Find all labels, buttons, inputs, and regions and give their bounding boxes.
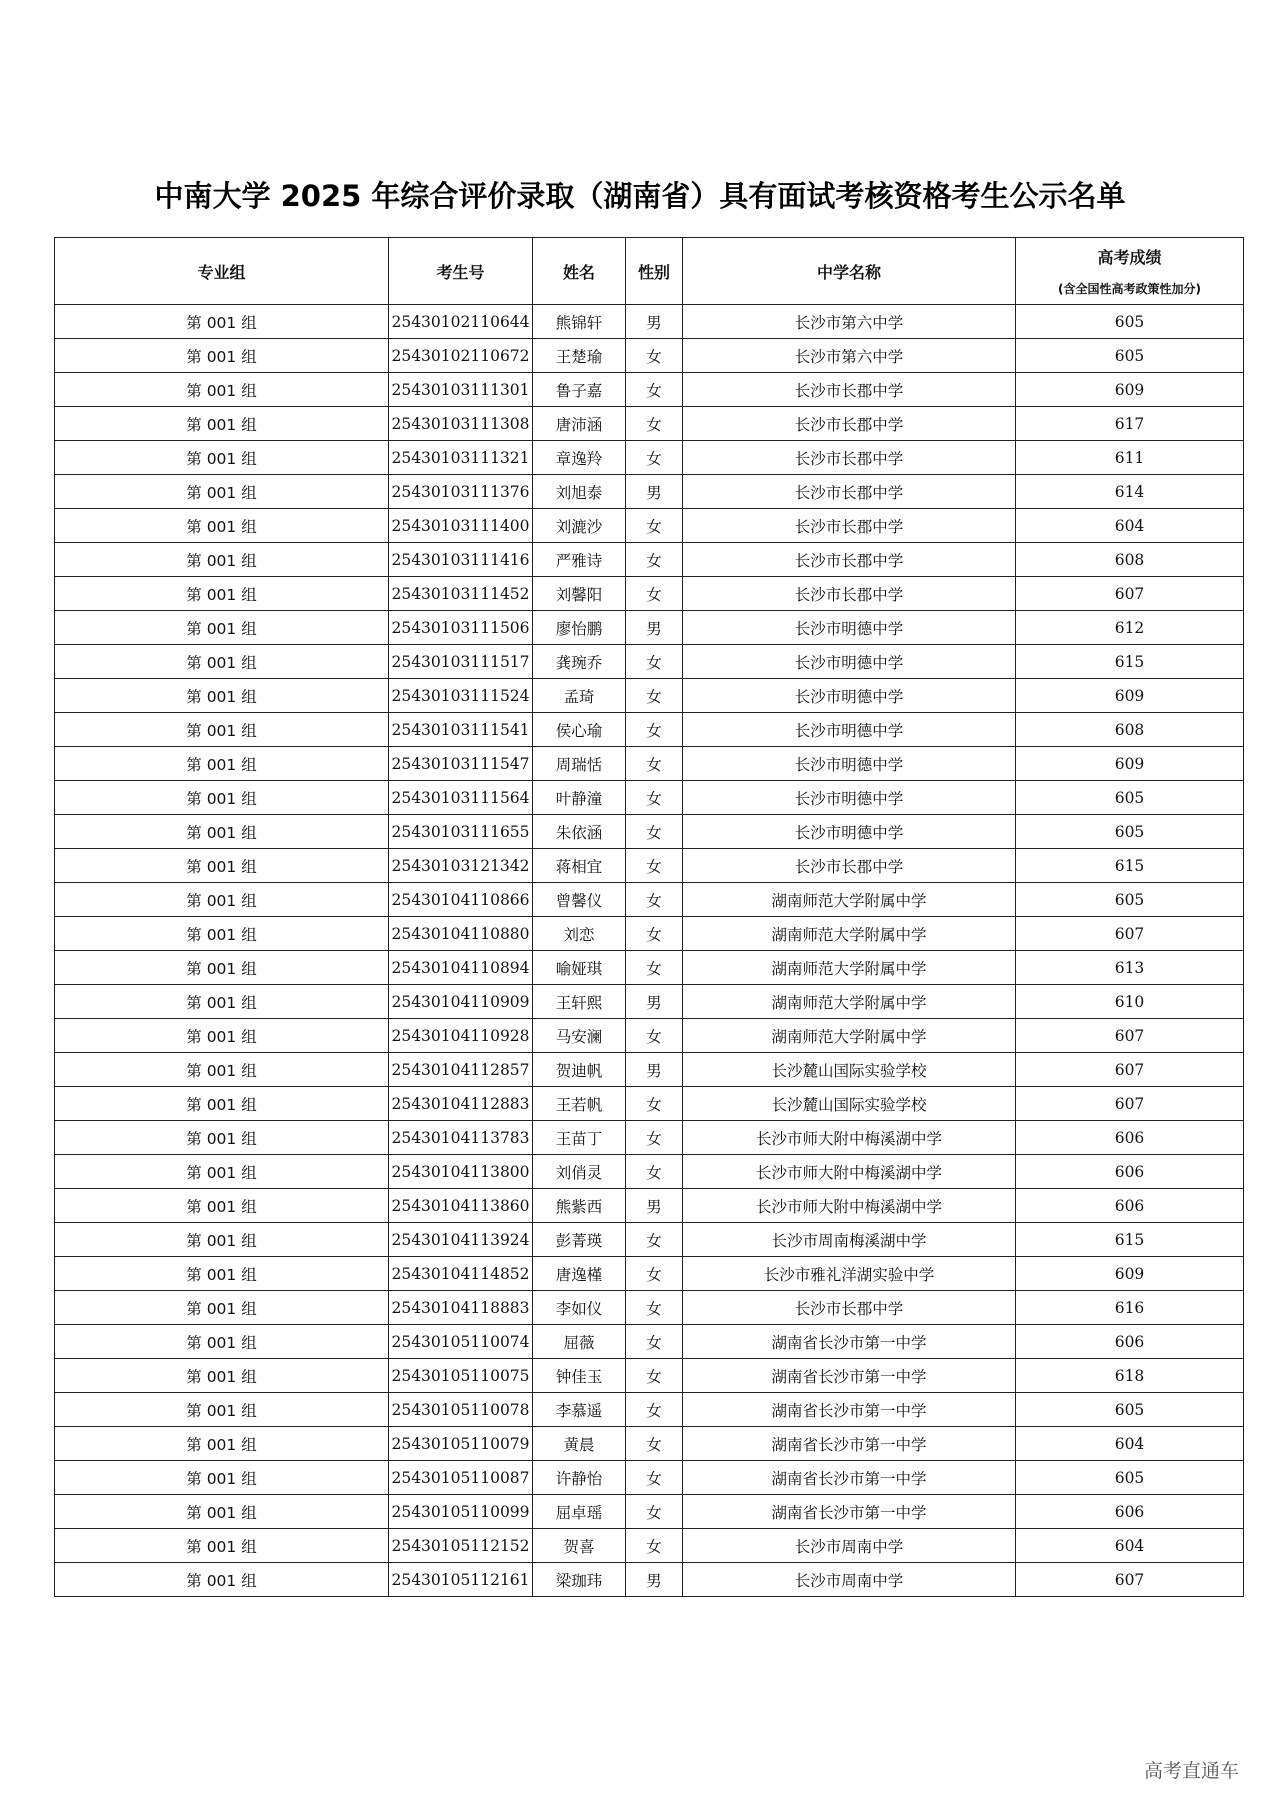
cell-name: 王若帆 bbox=[533, 1087, 626, 1121]
cell-candidate-id: 25430104113924 bbox=[389, 1223, 533, 1257]
cell-name: 唐沛涵 bbox=[533, 407, 626, 441]
header-group: 专业组 bbox=[55, 238, 389, 305]
cell-name: 严雅诗 bbox=[533, 543, 626, 577]
cell-school: 湖南师范大学附属中学 bbox=[683, 917, 1016, 951]
cell-score: 604 bbox=[1016, 1529, 1244, 1563]
cell-school: 长沙市周南中学 bbox=[683, 1563, 1016, 1597]
cell-candidate-id: 25430104114852 bbox=[389, 1257, 533, 1291]
cell-sex: 男 bbox=[626, 305, 683, 339]
table-row bbox=[55, 645, 1244, 679]
cell-score: 607 bbox=[1016, 1087, 1244, 1121]
header-score-label: 高考成绩 bbox=[1097, 248, 1162, 267]
cell-candidate-id: 25430104112883 bbox=[389, 1087, 533, 1121]
cell-candidate-id: 25430105110087 bbox=[389, 1461, 533, 1495]
cell-group: 第 001 组 bbox=[55, 815, 389, 849]
cell-group: 第 001 组 bbox=[55, 1189, 389, 1223]
cell-school: 湖南省长沙市第一中学 bbox=[683, 1495, 1016, 1529]
table-row bbox=[55, 1427, 1244, 1461]
cell-group: 第 001 组 bbox=[55, 713, 389, 747]
cell-score: 608 bbox=[1016, 713, 1244, 747]
cell-sex: 女 bbox=[626, 1359, 683, 1393]
cell-score: 606 bbox=[1016, 1121, 1244, 1155]
cell-name: 李慕遥 bbox=[533, 1393, 626, 1427]
cell-name: 刘旭泰 bbox=[533, 475, 626, 509]
cell-name: 李如仪 bbox=[533, 1291, 626, 1325]
cell-name: 屈卓瑶 bbox=[533, 1495, 626, 1529]
cell-score: 607 bbox=[1016, 1563, 1244, 1597]
cell-group: 第 001 组 bbox=[55, 1053, 389, 1087]
page-title: 中南大学 2025 年综合评价录取（湖南省）具有面试考核资格考生公示名单 bbox=[154, 179, 1126, 213]
cell-group: 第 001 组 bbox=[55, 1359, 389, 1393]
cell-group: 第 001 组 bbox=[55, 1325, 389, 1359]
cell-score: 615 bbox=[1016, 645, 1244, 679]
cell-name: 刘馨阳 bbox=[533, 577, 626, 611]
cell-candidate-id: 25430103111655 bbox=[389, 815, 533, 849]
cell-sex: 女 bbox=[626, 1325, 683, 1359]
cell-sex: 女 bbox=[626, 1461, 683, 1495]
cell-group: 第 001 组 bbox=[55, 475, 389, 509]
cell-group: 第 001 组 bbox=[55, 849, 389, 883]
cell-score: 615 bbox=[1016, 849, 1244, 883]
cell-candidate-id: 25430103111301 bbox=[389, 373, 533, 407]
table-row bbox=[55, 1155, 1244, 1189]
cell-score: 615 bbox=[1016, 1223, 1244, 1257]
cell-score: 604 bbox=[1016, 1427, 1244, 1461]
cell-name: 刘恋 bbox=[533, 917, 626, 951]
cell-score: 604 bbox=[1016, 509, 1244, 543]
table-row bbox=[55, 407, 1244, 441]
cell-school: 湖南省长沙市第一中学 bbox=[683, 1427, 1016, 1461]
cell-name: 王楚瑜 bbox=[533, 339, 626, 373]
cell-score: 611 bbox=[1016, 441, 1244, 475]
cell-group: 第 001 组 bbox=[55, 1223, 389, 1257]
cell-score: 605 bbox=[1016, 1393, 1244, 1427]
table-row bbox=[55, 1393, 1244, 1427]
cell-sex: 女 bbox=[626, 1155, 683, 1189]
table-row bbox=[55, 1461, 1244, 1495]
header-score bbox=[1016, 238, 1244, 305]
table-row bbox=[55, 917, 1244, 951]
cell-candidate-id: 25430103111517 bbox=[389, 645, 533, 679]
table-row bbox=[55, 1087, 1244, 1121]
cell-name: 龚琬乔 bbox=[533, 645, 626, 679]
cell-sex: 女 bbox=[626, 339, 683, 373]
cell-candidate-id: 25430103111547 bbox=[389, 747, 533, 781]
cell-score: 605 bbox=[1016, 1461, 1244, 1495]
cell-candidate-id: 25430103111564 bbox=[389, 781, 533, 815]
cell-candidate-id: 25430103111308 bbox=[389, 407, 533, 441]
cell-candidate-id: 25430103111506 bbox=[389, 611, 533, 645]
cell-score: 606 bbox=[1016, 1155, 1244, 1189]
cell-name: 朱依涵 bbox=[533, 815, 626, 849]
cell-candidate-id: 25430103121342 bbox=[389, 849, 533, 883]
cell-sex: 男 bbox=[626, 611, 683, 645]
cell-score: 617 bbox=[1016, 407, 1244, 441]
table-header-row bbox=[55, 238, 1244, 305]
cell-school: 长沙市长郡中学 bbox=[683, 543, 1016, 577]
cell-candidate-id: 25430105110074 bbox=[389, 1325, 533, 1359]
cell-sex: 女 bbox=[626, 645, 683, 679]
cell-sex: 男 bbox=[626, 475, 683, 509]
cell-name: 屈薇 bbox=[533, 1325, 626, 1359]
cell-score: 605 bbox=[1016, 781, 1244, 815]
table-row bbox=[55, 373, 1244, 407]
table-row bbox=[55, 849, 1244, 883]
cell-name: 彭菁瑛 bbox=[533, 1223, 626, 1257]
table-row bbox=[55, 1563, 1244, 1597]
cell-sex: 女 bbox=[626, 577, 683, 611]
cell-group: 第 001 组 bbox=[55, 577, 389, 611]
cell-sex: 女 bbox=[626, 1291, 683, 1325]
cell-school: 长沙市明德中学 bbox=[683, 781, 1016, 815]
cell-school: 长沙市明德中学 bbox=[683, 713, 1016, 747]
cell-candidate-id: 25430104118883 bbox=[389, 1291, 533, 1325]
table-row bbox=[55, 713, 1244, 747]
table-row bbox=[55, 1529, 1244, 1563]
cell-sex: 女 bbox=[626, 679, 683, 713]
cell-candidate-id: 25430105112152 bbox=[389, 1529, 533, 1563]
table-row bbox=[55, 679, 1244, 713]
cell-name: 唐逸槿 bbox=[533, 1257, 626, 1291]
cell-candidate-id: 25430105110099 bbox=[389, 1495, 533, 1529]
cell-school: 长沙麓山国际实验学校 bbox=[683, 1087, 1016, 1121]
cell-score: 606 bbox=[1016, 1325, 1244, 1359]
cell-candidate-id: 25430104110880 bbox=[389, 917, 533, 951]
cell-school: 湖南师范大学附属中学 bbox=[683, 985, 1016, 1019]
table-row bbox=[55, 339, 1244, 373]
cell-school: 长沙市师大附中梅溪湖中学 bbox=[683, 1121, 1016, 1155]
cell-group: 第 001 组 bbox=[55, 305, 389, 339]
cell-sex: 女 bbox=[626, 747, 683, 781]
cell-name: 孟琦 bbox=[533, 679, 626, 713]
cell-name: 蒋相宜 bbox=[533, 849, 626, 883]
table-row bbox=[55, 781, 1244, 815]
cell-group: 第 001 组 bbox=[55, 543, 389, 577]
cell-name: 廖怡鹏 bbox=[533, 611, 626, 645]
cell-sex: 女 bbox=[626, 373, 683, 407]
table-row bbox=[55, 951, 1244, 985]
cell-school: 长沙市长郡中学 bbox=[683, 577, 1016, 611]
cell-score: 605 bbox=[1016, 305, 1244, 339]
cell-score: 608 bbox=[1016, 543, 1244, 577]
cell-name: 章逸羚 bbox=[533, 441, 626, 475]
table-row bbox=[55, 1291, 1244, 1325]
cell-score: 607 bbox=[1016, 1019, 1244, 1053]
cell-school: 长沙市明德中学 bbox=[683, 747, 1016, 781]
table-row bbox=[55, 475, 1244, 509]
cell-school: 长沙麓山国际实验学校 bbox=[683, 1053, 1016, 1087]
cell-group: 第 001 组 bbox=[55, 883, 389, 917]
cell-school: 长沙市长郡中学 bbox=[683, 407, 1016, 441]
cell-score: 607 bbox=[1016, 577, 1244, 611]
cell-candidate-id: 25430103111416 bbox=[389, 543, 533, 577]
cell-candidate-id: 25430103111376 bbox=[389, 475, 533, 509]
cell-group: 第 001 组 bbox=[55, 747, 389, 781]
cell-score: 606 bbox=[1016, 1495, 1244, 1529]
cell-score: 607 bbox=[1016, 917, 1244, 951]
cell-name: 梁珈玮 bbox=[533, 1563, 626, 1597]
cell-school: 长沙市明德中学 bbox=[683, 611, 1016, 645]
cell-candidate-id: 25430104110928 bbox=[389, 1019, 533, 1053]
cell-sex: 女 bbox=[626, 543, 683, 577]
cell-school: 湖南省长沙市第一中学 bbox=[683, 1325, 1016, 1359]
cell-sex: 男 bbox=[626, 1189, 683, 1223]
cell-group: 第 001 组 bbox=[55, 781, 389, 815]
cell-score: 609 bbox=[1016, 747, 1244, 781]
table-row bbox=[55, 1257, 1244, 1291]
cell-school: 湖南师范大学附属中学 bbox=[683, 951, 1016, 985]
cell-school: 湖南师范大学附属中学 bbox=[683, 1019, 1016, 1053]
cell-score: 610 bbox=[1016, 985, 1244, 1019]
cell-sex: 女 bbox=[626, 1393, 683, 1427]
cell-sex: 男 bbox=[626, 1563, 683, 1597]
table-row bbox=[55, 1325, 1244, 1359]
table-row bbox=[55, 509, 1244, 543]
table-row bbox=[55, 1223, 1244, 1257]
cell-group: 第 001 组 bbox=[55, 407, 389, 441]
cell-school: 长沙市明德中学 bbox=[683, 645, 1016, 679]
cell-candidate-id: 25430104110909 bbox=[389, 985, 533, 1019]
cell-group: 第 001 组 bbox=[55, 985, 389, 1019]
table-body bbox=[55, 305, 1244, 1597]
cell-sex: 女 bbox=[626, 951, 683, 985]
cell-group: 第 001 组 bbox=[55, 1257, 389, 1291]
cell-name: 王苗丁 bbox=[533, 1121, 626, 1155]
candidate-table bbox=[54, 237, 1244, 1597]
cell-group: 第 001 组 bbox=[55, 1155, 389, 1189]
cell-name: 熊锦轩 bbox=[533, 305, 626, 339]
cell-school: 长沙市师大附中梅溪湖中学 bbox=[683, 1189, 1016, 1223]
cell-school: 湖南省长沙市第一中学 bbox=[683, 1359, 1016, 1393]
cell-candidate-id: 25430104113800 bbox=[389, 1155, 533, 1189]
cell-candidate-id: 25430105110079 bbox=[389, 1427, 533, 1461]
cell-school: 长沙市长郡中学 bbox=[683, 1291, 1016, 1325]
header-score-note: (含全国性高考政策性加分) bbox=[1058, 282, 1201, 296]
table-row bbox=[55, 611, 1244, 645]
cell-score: 605 bbox=[1016, 883, 1244, 917]
cell-score: 616 bbox=[1016, 1291, 1244, 1325]
cell-name: 曾馨仪 bbox=[533, 883, 626, 917]
cell-name: 马安澜 bbox=[533, 1019, 626, 1053]
table-row bbox=[55, 543, 1244, 577]
cell-group: 第 001 组 bbox=[55, 951, 389, 985]
cell-candidate-id: 25430103111452 bbox=[389, 577, 533, 611]
cell-sex: 女 bbox=[626, 917, 683, 951]
cell-school: 长沙市长郡中学 bbox=[683, 373, 1016, 407]
table-row bbox=[55, 1053, 1244, 1087]
cell-name: 刘漉沙 bbox=[533, 509, 626, 543]
cell-group: 第 001 组 bbox=[55, 1563, 389, 1597]
cell-candidate-id: 25430103111400 bbox=[389, 509, 533, 543]
cell-score: 607 bbox=[1016, 1053, 1244, 1087]
cell-school: 长沙市明德中学 bbox=[683, 815, 1016, 849]
cell-school: 长沙市长郡中学 bbox=[683, 509, 1016, 543]
cell-group: 第 001 组 bbox=[55, 917, 389, 951]
cell-candidate-id: 25430104112857 bbox=[389, 1053, 533, 1087]
header-name: 姓名 bbox=[533, 238, 626, 305]
cell-school: 长沙市长郡中学 bbox=[683, 475, 1016, 509]
cell-school: 湖南省长沙市第一中学 bbox=[683, 1461, 1016, 1495]
cell-score: 605 bbox=[1016, 815, 1244, 849]
cell-group: 第 001 组 bbox=[55, 611, 389, 645]
cell-candidate-id: 25430102110672 bbox=[389, 339, 533, 373]
table-row bbox=[55, 1121, 1244, 1155]
cell-score: 605 bbox=[1016, 339, 1244, 373]
cell-school: 长沙市长郡中学 bbox=[683, 849, 1016, 883]
cell-score: 609 bbox=[1016, 373, 1244, 407]
cell-group: 第 001 组 bbox=[55, 1087, 389, 1121]
cell-group: 第 001 组 bbox=[55, 1529, 389, 1563]
cell-candidate-id: 25430104113783 bbox=[389, 1121, 533, 1155]
cell-school: 湖南师范大学附属中学 bbox=[683, 883, 1016, 917]
cell-group: 第 001 组 bbox=[55, 441, 389, 475]
cell-sex: 女 bbox=[626, 883, 683, 917]
header-sex: 性别 bbox=[626, 238, 683, 305]
cell-sex: 女 bbox=[626, 1257, 683, 1291]
table-row bbox=[55, 883, 1244, 917]
cell-school: 长沙市长郡中学 bbox=[683, 441, 1016, 475]
cell-sex: 女 bbox=[626, 509, 683, 543]
cell-name: 贺迪帆 bbox=[533, 1053, 626, 1087]
cell-name: 侯心瑜 bbox=[533, 713, 626, 747]
cell-group: 第 001 组 bbox=[55, 373, 389, 407]
cell-sex: 女 bbox=[626, 1427, 683, 1461]
cell-score: 612 bbox=[1016, 611, 1244, 645]
table-row bbox=[55, 1189, 1244, 1223]
cell-score: 606 bbox=[1016, 1189, 1244, 1223]
cell-group: 第 001 组 bbox=[55, 679, 389, 713]
cell-sex: 女 bbox=[626, 407, 683, 441]
table-row bbox=[55, 441, 1244, 475]
table-row bbox=[55, 985, 1244, 1019]
table-row bbox=[55, 1019, 1244, 1053]
cell-sex: 女 bbox=[626, 849, 683, 883]
header-id: 考生号 bbox=[389, 238, 533, 305]
cell-school: 湖南省长沙市第一中学 bbox=[683, 1393, 1016, 1427]
cell-sex: 女 bbox=[626, 713, 683, 747]
cell-group: 第 001 组 bbox=[55, 509, 389, 543]
cell-sex: 男 bbox=[626, 985, 683, 1019]
cell-name: 鲁子嘉 bbox=[533, 373, 626, 407]
cell-school: 长沙市第六中学 bbox=[683, 339, 1016, 373]
cell-score: 614 bbox=[1016, 475, 1244, 509]
cell-candidate-id: 25430103111524 bbox=[389, 679, 533, 713]
cell-score: 609 bbox=[1016, 1257, 1244, 1291]
cell-sex: 女 bbox=[626, 1087, 683, 1121]
cell-sex: 女 bbox=[626, 781, 683, 815]
cell-score: 613 bbox=[1016, 951, 1244, 985]
cell-score: 609 bbox=[1016, 679, 1244, 713]
table-row bbox=[55, 1495, 1244, 1529]
table-row bbox=[55, 815, 1244, 849]
table-row bbox=[55, 747, 1244, 781]
cell-name: 王轩熙 bbox=[533, 985, 626, 1019]
cell-name: 熊紫西 bbox=[533, 1189, 626, 1223]
cell-candidate-id: 25430103111541 bbox=[389, 713, 533, 747]
cell-sex: 男 bbox=[626, 1053, 683, 1087]
cell-school: 长沙市周南梅溪湖中学 bbox=[683, 1223, 1016, 1257]
cell-group: 第 001 组 bbox=[55, 645, 389, 679]
table-row bbox=[55, 305, 1244, 339]
cell-school: 长沙市周南中学 bbox=[683, 1529, 1016, 1563]
cell-name: 黄晨 bbox=[533, 1427, 626, 1461]
cell-name: 钟佳玉 bbox=[533, 1359, 626, 1393]
table-row bbox=[55, 1359, 1244, 1393]
cell-group: 第 001 组 bbox=[55, 1121, 389, 1155]
cell-name: 喻娅琪 bbox=[533, 951, 626, 985]
cell-sex: 女 bbox=[626, 1529, 683, 1563]
header-school: 中学名称 bbox=[683, 238, 1016, 305]
cell-candidate-id: 25430105112161 bbox=[389, 1563, 533, 1597]
cell-score: 618 bbox=[1016, 1359, 1244, 1393]
cell-sex: 女 bbox=[626, 1495, 683, 1529]
cell-name: 周瑞恬 bbox=[533, 747, 626, 781]
cell-sex: 女 bbox=[626, 1121, 683, 1155]
cell-school: 长沙市师大附中梅溪湖中学 bbox=[683, 1155, 1016, 1189]
cell-name: 刘俏灵 bbox=[533, 1155, 626, 1189]
cell-name: 许静怡 bbox=[533, 1461, 626, 1495]
cell-group: 第 001 组 bbox=[55, 1461, 389, 1495]
cell-group: 第 001 组 bbox=[55, 1019, 389, 1053]
cell-group: 第 001 组 bbox=[55, 1393, 389, 1427]
cell-name: 贺喜 bbox=[533, 1529, 626, 1563]
cell-group: 第 001 组 bbox=[55, 1427, 389, 1461]
cell-group: 第 001 组 bbox=[55, 339, 389, 373]
cell-name: 叶静潼 bbox=[533, 781, 626, 815]
cell-candidate-id: 25430104113860 bbox=[389, 1189, 533, 1223]
cell-sex: 女 bbox=[626, 1019, 683, 1053]
cell-sex: 女 bbox=[626, 1223, 683, 1257]
cell-candidate-id: 25430104110866 bbox=[389, 883, 533, 917]
cell-candidate-id: 25430102110644 bbox=[389, 305, 533, 339]
table-row bbox=[55, 577, 1244, 611]
cell-school: 长沙市第六中学 bbox=[683, 305, 1016, 339]
cell-candidate-id: 25430103111321 bbox=[389, 441, 533, 475]
cell-group: 第 001 组 bbox=[55, 1495, 389, 1529]
cell-candidate-id: 25430105110075 bbox=[389, 1359, 533, 1393]
cell-sex: 女 bbox=[626, 441, 683, 475]
cell-candidate-id: 25430105110078 bbox=[389, 1393, 533, 1427]
watermark: 高考直通车 bbox=[1144, 1760, 1240, 1782]
cell-candidate-id: 25430104110894 bbox=[389, 951, 533, 985]
cell-group: 第 001 组 bbox=[55, 1291, 389, 1325]
cell-school: 长沙市明德中学 bbox=[683, 679, 1016, 713]
cell-school: 长沙市雅礼洋湖实验中学 bbox=[683, 1257, 1016, 1291]
cell-sex: 女 bbox=[626, 815, 683, 849]
